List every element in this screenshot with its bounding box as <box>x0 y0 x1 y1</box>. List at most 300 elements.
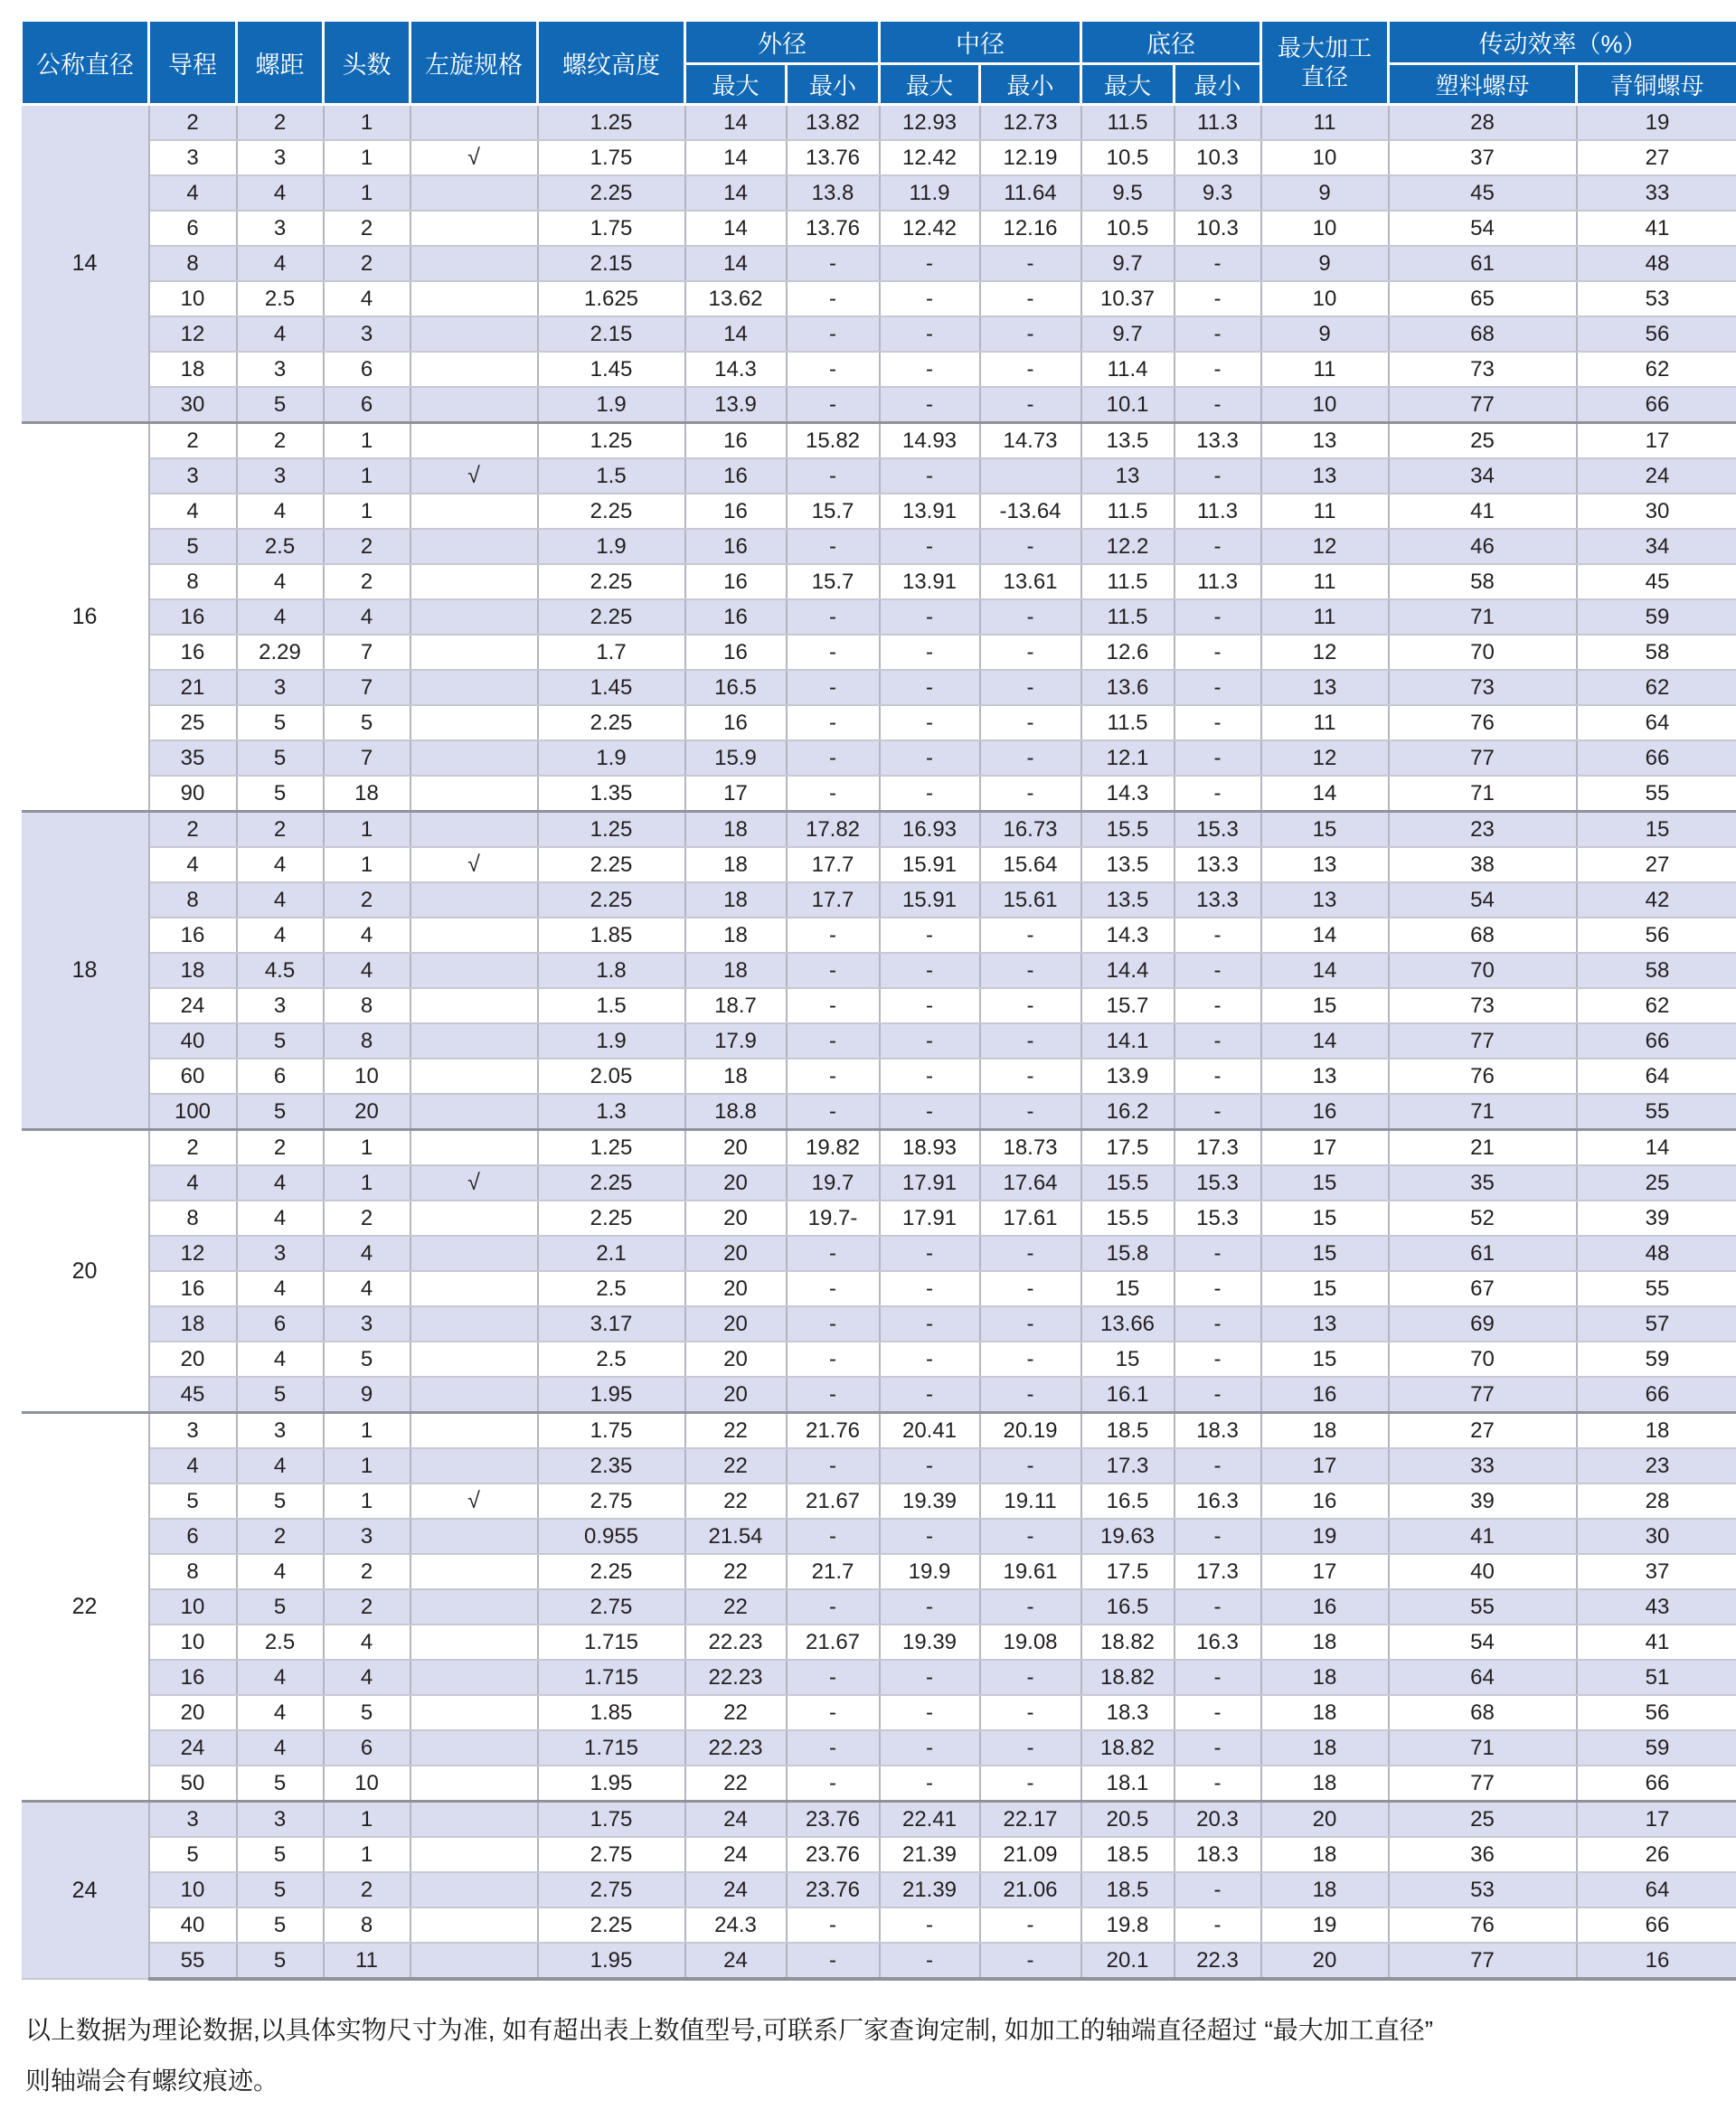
cell-left-hand <box>410 1201 538 1236</box>
cell-starts: 4 <box>324 1236 410 1271</box>
cell-rd-min: - <box>1175 1766 1261 1802</box>
cell-left-hand <box>410 1766 538 1802</box>
cell-max-machining: 15 <box>1261 1236 1389 1271</box>
cell-thread-height: 1.8 <box>538 953 685 988</box>
cell-bronze-nut-eff: 66 <box>1577 1766 1736 1802</box>
cell-max-machining: 13 <box>1261 423 1389 459</box>
cell-left-hand <box>410 1943 538 1979</box>
cell-plastic-nut-eff: 23 <box>1389 812 1577 848</box>
cell-starts: 6 <box>324 352 410 387</box>
table-row <box>22 1236 1736 1271</box>
cell-plastic-nut-eff: 77 <box>1389 1766 1577 1802</box>
cell-left-hand: √ <box>410 1165 538 1201</box>
cell-plastic-nut-eff: 61 <box>1389 1236 1577 1271</box>
cell-plastic-nut-eff: 35 <box>1389 1165 1577 1201</box>
cell-od-max: 14.3 <box>685 352 787 387</box>
cell-lead: 3 <box>149 458 237 494</box>
cell-pd-min: - <box>980 1519 1081 1554</box>
cell-pd-max: 15.91 <box>880 847 980 882</box>
cell-rd-min: 15.3 <box>1175 1201 1261 1236</box>
cell-left-hand <box>410 1306 538 1342</box>
cell-pd-min: 17.64 <box>980 1165 1081 1201</box>
cell-bronze-nut-eff: 17 <box>1577 423 1736 459</box>
cell-starts: 4 <box>324 918 410 953</box>
cell-pd-min: - <box>980 988 1081 1023</box>
cell-left-hand <box>410 1554 538 1589</box>
cell-pitch: 2 <box>237 105 324 141</box>
cell-od-max: 16 <box>685 564 787 599</box>
cell-rd-min: 15.3 <box>1175 812 1261 848</box>
cell-pd-min: - <box>980 352 1081 387</box>
cell-starts: 1 <box>324 847 410 882</box>
table-row <box>22 494 1736 529</box>
cell-left-hand <box>410 1413 538 1449</box>
cell-pd-min: 12.19 <box>980 140 1081 175</box>
cell-od-min: - <box>787 1907 880 1943</box>
cell-bronze-nut-eff: 37 <box>1577 1554 1736 1589</box>
cell-od-max: 17 <box>685 776 787 812</box>
cell-left-hand <box>410 423 538 459</box>
cell-left-hand <box>410 635 538 670</box>
cell-pd-max: 12.42 <box>880 211 980 246</box>
cell-rd-max: 10.37 <box>1081 281 1175 316</box>
cell-max-machining: 11 <box>1261 105 1389 141</box>
cell-lead: 12 <box>149 1236 237 1271</box>
cell-rd-min: 16.3 <box>1175 1625 1261 1660</box>
cell-od-max: 16 <box>685 705 787 740</box>
header-od-max: 最大 <box>685 64 787 105</box>
cell-pd-min: - <box>980 1943 1081 1979</box>
cell-od-min: 15.82 <box>787 423 880 459</box>
table-row <box>22 423 1736 459</box>
cell-od-max: 21.54 <box>685 1519 787 1554</box>
cell-pd-min: - <box>980 953 1081 988</box>
header-root-diameter: 底径 <box>1081 21 1261 64</box>
cell-plastic-nut-eff: 54 <box>1389 211 1577 246</box>
cell-left-hand: √ <box>410 458 538 494</box>
cell-max-machining: 15 <box>1261 988 1389 1023</box>
cell-pitch: 3 <box>237 988 324 1023</box>
cell-rd-min: 10.3 <box>1175 140 1261 175</box>
cell-bronze-nut-eff: 56 <box>1577 1695 1736 1730</box>
cell-thread-height: 2.75 <box>538 1837 685 1872</box>
cell-od-min: 19.82 <box>787 1130 880 1166</box>
cell-pd-max: 13.91 <box>880 494 980 529</box>
cell-od-max: 13.62 <box>685 281 787 316</box>
cell-lead: 5 <box>149 1483 237 1519</box>
cell-od-max: 14 <box>685 140 787 175</box>
cell-rd-min: - <box>1175 1695 1261 1730</box>
cell-rd-min: 22.3 <box>1175 1943 1261 1979</box>
cell-plastic-nut-eff: 46 <box>1389 529 1577 564</box>
cell-rd-min: 17.3 <box>1175 1130 1261 1166</box>
cell-od-max: 24 <box>685 1943 787 1979</box>
cell-pd-max: 17.91 <box>880 1201 980 1236</box>
table-row <box>22 740 1736 776</box>
cell-od-max: 22 <box>685 1766 787 1802</box>
cell-starts: 6 <box>324 1730 410 1766</box>
cell-od-min: - <box>787 599 880 635</box>
cell-starts: 1 <box>324 1448 410 1483</box>
cell-starts: 5 <box>324 1695 410 1730</box>
cell-bronze-nut-eff: 59 <box>1577 1342 1736 1377</box>
cell-pitch: 3 <box>237 1802 324 1838</box>
table-row <box>22 705 1736 740</box>
cell-rd-min: - <box>1175 1342 1261 1377</box>
cell-lead: 16 <box>149 1271 237 1306</box>
cell-max-machining: 18 <box>1261 1660 1389 1695</box>
cell-od-min: - <box>787 918 880 953</box>
cell-lead: 3 <box>149 140 237 175</box>
cell-pd-max: - <box>880 458 980 494</box>
cell-rd-min: - <box>1175 1271 1261 1306</box>
cell-od-min: - <box>787 1519 880 1554</box>
cell-starts: 1 <box>324 1837 410 1872</box>
cell-thread-height: 2.25 <box>538 1554 685 1589</box>
cell-left-hand <box>410 281 538 316</box>
cell-starts: 4 <box>324 1660 410 1695</box>
cell-bronze-nut-eff: 14 <box>1577 1130 1736 1166</box>
cell-max-machining: 11 <box>1261 564 1389 599</box>
cell-rd-max: 18.82 <box>1081 1730 1175 1766</box>
header-efficiency: 传动效率（%） <box>1389 21 1736 64</box>
cell-od-min: - <box>787 776 880 812</box>
table-row <box>22 564 1736 599</box>
cell-rd-max: 16.2 <box>1081 1094 1175 1130</box>
cell-bronze-nut-eff: 55 <box>1577 1271 1736 1306</box>
cell-od-min: 13.82 <box>787 105 880 141</box>
table-row <box>22 1448 1736 1483</box>
cell-thread-height: 2.5 <box>538 1271 685 1306</box>
cell-rd-max: 19.63 <box>1081 1519 1175 1554</box>
cell-max-machining: 15 <box>1261 812 1389 848</box>
cell-lead: 24 <box>149 988 237 1023</box>
cell-bronze-nut-eff: 59 <box>1577 1730 1736 1766</box>
cell-bronze-nut-eff: 23 <box>1577 1448 1736 1483</box>
footer-note <box>25 2018 1707 2119</box>
cell-lead: 5 <box>149 529 237 564</box>
cell-pd-max: - <box>880 1023 980 1059</box>
cell-starts: 5 <box>324 705 410 740</box>
cell-rd-max: 19.8 <box>1081 1907 1175 1943</box>
spec-table-container <box>20 19 1736 1981</box>
cell-thread-height: 1.715 <box>538 1660 685 1695</box>
table-row <box>22 1943 1736 1979</box>
cell-thread-height: 1.75 <box>538 1802 685 1838</box>
header-pd-max: 最大 <box>880 64 980 105</box>
cell-thread-height: 2.25 <box>538 564 685 599</box>
cell-starts: 2 <box>324 564 410 599</box>
cell-pd-max: - <box>880 352 980 387</box>
cell-pd-max: 11.9 <box>880 175 980 211</box>
cell-max-machining: 12 <box>1261 635 1389 670</box>
cell-od-max: 13.9 <box>685 387 787 423</box>
cell-pitch: 2 <box>237 423 324 459</box>
cell-max-machining: 13 <box>1261 1306 1389 1342</box>
cell-rd-max: 10.5 <box>1081 140 1175 175</box>
cell-starts: 2 <box>324 211 410 246</box>
cell-od-max: 22.23 <box>685 1730 787 1766</box>
cell-lead: 40 <box>149 1907 237 1943</box>
table-header <box>22 21 1736 105</box>
cell-max-machining: 14 <box>1261 1023 1389 1059</box>
cell-pd-max: - <box>880 246 980 281</box>
table-row <box>22 1625 1736 1660</box>
cell-max-machining: 14 <box>1261 953 1389 988</box>
table-row <box>22 1802 1736 1838</box>
cell-od-min: - <box>787 1094 880 1130</box>
cell-pd-max: 17.91 <box>880 1165 980 1201</box>
cell-rd-max: 11.5 <box>1081 599 1175 635</box>
cell-rd-min: - <box>1175 1023 1261 1059</box>
header-starts: 头数 <box>324 21 410 105</box>
cell-pd-min: - <box>980 1377 1081 1413</box>
header-outer-diameter: 外径 <box>685 21 880 64</box>
cell-thread-height: 1.9 <box>538 740 685 776</box>
cell-pd-min: - <box>980 1766 1081 1802</box>
table-row <box>22 1695 1736 1730</box>
cell-bronze-nut-eff: 62 <box>1577 670 1736 705</box>
table-row <box>22 1342 1736 1377</box>
cell-od-max: 14 <box>685 105 787 141</box>
table-row <box>22 1483 1736 1519</box>
cell-lead: 25 <box>149 705 237 740</box>
cell-pitch: 5 <box>237 1943 324 1979</box>
table-row <box>22 1413 1736 1449</box>
cell-rd-max: 18.5 <box>1081 1413 1175 1449</box>
cell-rd-max: 13.5 <box>1081 882 1175 918</box>
cell-pitch: 2 <box>237 812 324 848</box>
cell-left-hand <box>410 1448 538 1483</box>
cell-pitch: 2.5 <box>237 1625 324 1660</box>
cell-left-hand <box>410 1342 538 1377</box>
table-row <box>22 1660 1736 1695</box>
cell-pd-min: - <box>980 246 1081 281</box>
cell-rd-max: 13.66 <box>1081 1306 1175 1342</box>
cell-pd-max: - <box>880 1059 980 1094</box>
cell-pd-max: - <box>880 670 980 705</box>
cell-bronze-nut-eff: 33 <box>1577 175 1736 211</box>
cell-plastic-nut-eff: 71 <box>1389 776 1577 812</box>
cell-thread-height: 1.95 <box>538 1943 685 1979</box>
cell-pd-min: 14.73 <box>980 423 1081 459</box>
cell-max-machining: 10 <box>1261 281 1389 316</box>
cell-pitch: 2.5 <box>237 529 324 564</box>
cell-max-machining: 10 <box>1261 140 1389 175</box>
cell-thread-height: 1.85 <box>538 1695 685 1730</box>
cell-pitch: 4 <box>237 1660 324 1695</box>
cell-left-hand <box>410 387 538 423</box>
table-row <box>22 953 1736 988</box>
cell-pd-min: 12.73 <box>980 105 1081 141</box>
cell-starts: 2 <box>324 246 410 281</box>
cell-thread-height: 1.45 <box>538 670 685 705</box>
cell-od-min: - <box>787 1236 880 1271</box>
cell-thread-height: 1.5 <box>538 988 685 1023</box>
cell-od-max: 22.23 <box>685 1625 787 1660</box>
cell-lead: 50 <box>149 1766 237 1802</box>
cell-od-max: 22.23 <box>685 1660 787 1695</box>
cell-lead: 2 <box>149 423 237 459</box>
cell-od-max: 18.8 <box>685 1094 787 1130</box>
cell-thread-height: 3.17 <box>538 1306 685 1342</box>
cell-lead: 10 <box>149 1872 237 1907</box>
cell-bronze-nut-eff: 19 <box>1577 105 1736 141</box>
cell-left-hand <box>410 175 538 211</box>
cell-pd-min: - <box>980 1094 1081 1130</box>
cell-starts: 2 <box>324 529 410 564</box>
cell-bronze-nut-eff: 28 <box>1577 1483 1736 1519</box>
header-left-hand-spec: 左旋规格 <box>410 21 538 105</box>
cell-left-hand: √ <box>410 847 538 882</box>
cell-pd-max: 19.39 <box>880 1483 980 1519</box>
cell-thread-height: 1.25 <box>538 423 685 459</box>
cell-bronze-nut-eff: 53 <box>1577 281 1736 316</box>
cell-pd-max: - <box>880 599 980 635</box>
table-row <box>22 599 1736 635</box>
cell-od-min: 23.76 <box>787 1872 880 1907</box>
table-row <box>22 105 1736 141</box>
cell-starts: 4 <box>324 1625 410 1660</box>
cell-pd-max: 12.42 <box>880 140 980 175</box>
cell-pd-min <box>980 458 1081 494</box>
cell-od-max: 20 <box>685 1236 787 1271</box>
cell-rd-max: 18.82 <box>1081 1660 1175 1695</box>
cell-left-hand <box>410 953 538 988</box>
cell-thread-height: 1.75 <box>538 1413 685 1449</box>
cell-max-machining: 19 <box>1261 1907 1389 1943</box>
cell-pitch: 4 <box>237 494 324 529</box>
cell-thread-height: 1.9 <box>538 529 685 564</box>
cell-bronze-nut-eff: 24 <box>1577 458 1736 494</box>
cell-max-machining: 17 <box>1261 1448 1389 1483</box>
cell-bronze-nut-eff: 16 <box>1577 1943 1736 1979</box>
cell-starts: 11 <box>324 1943 410 1979</box>
cell-rd-max: 14.3 <box>1081 776 1175 812</box>
cell-thread-height: 1.3 <box>538 1094 685 1130</box>
cell-starts: 1 <box>324 175 410 211</box>
cell-thread-height: 1.25 <box>538 105 685 141</box>
cell-bronze-nut-eff: 64 <box>1577 705 1736 740</box>
cell-rd-max: 18.3 <box>1081 1695 1175 1730</box>
table-row <box>22 1094 1736 1130</box>
cell-rd-max: 13.5 <box>1081 423 1175 459</box>
cell-pd-min: 15.61 <box>980 882 1081 918</box>
cell-left-hand <box>410 1130 538 1166</box>
cell-pd-max: - <box>880 918 980 953</box>
cell-starts: 2 <box>324 1589 410 1625</box>
cell-pd-min: - <box>980 1342 1081 1377</box>
cell-rd-max: 10.1 <box>1081 387 1175 423</box>
cell-rd-min: - <box>1175 1730 1261 1766</box>
cell-bronze-nut-eff: 64 <box>1577 1059 1736 1094</box>
cell-pd-min: 17.61 <box>980 1201 1081 1236</box>
cell-lead: 16 <box>149 599 237 635</box>
cell-starts: 8 <box>324 1907 410 1943</box>
cell-left-hand <box>410 1094 538 1130</box>
cell-rd-min: - <box>1175 918 1261 953</box>
cell-starts: 3 <box>324 1306 410 1342</box>
cell-od-min: - <box>787 1306 880 1342</box>
cell-bronze-nut-eff: 18 <box>1577 1413 1736 1449</box>
cell-od-min: - <box>787 740 880 776</box>
cell-rd-min: - <box>1175 1306 1261 1342</box>
cell-rd-min: 17.3 <box>1175 1554 1261 1589</box>
cell-max-machining: 19 <box>1261 1519 1389 1554</box>
cell-od-min: - <box>787 387 880 423</box>
cell-rd-min: - <box>1175 1448 1261 1483</box>
cell-pitch: 6 <box>237 1059 324 1094</box>
cell-pd-min: - <box>980 1306 1081 1342</box>
cell-rd-min: 9.3 <box>1175 175 1261 211</box>
cell-bronze-nut-eff: 51 <box>1577 1660 1736 1695</box>
cell-pd-max: 16.93 <box>880 812 980 848</box>
cell-bronze-nut-eff: 56 <box>1577 316 1736 352</box>
cell-od-min: - <box>787 1943 880 1979</box>
table-row <box>22 211 1736 246</box>
cell-left-hand <box>410 1730 538 1766</box>
cell-pd-min: - <box>980 1236 1081 1271</box>
table-row <box>22 316 1736 352</box>
cell-starts: 1 <box>324 1165 410 1201</box>
cell-left-hand <box>410 564 538 599</box>
cell-starts: 4 <box>324 1271 410 1306</box>
cell-pitch: 4 <box>237 175 324 211</box>
cell-lead: 16 <box>149 1660 237 1695</box>
cell-starts: 10 <box>324 1059 410 1094</box>
table-row <box>22 387 1736 423</box>
cell-rd-min: - <box>1175 776 1261 812</box>
cell-pitch: 4 <box>237 1271 324 1306</box>
cell-max-machining: 18 <box>1261 1872 1389 1907</box>
cell-pitch: 4 <box>237 1448 324 1483</box>
cell-od-min: 21.7 <box>787 1554 880 1589</box>
cell-pd-max: - <box>880 1094 980 1130</box>
cell-rd-min: 13.3 <box>1175 847 1261 882</box>
cell-rd-min: - <box>1175 1907 1261 1943</box>
cell-starts: 1 <box>324 105 410 141</box>
cell-pd-min: 19.08 <box>980 1625 1081 1660</box>
cell-rd-max: 18.5 <box>1081 1872 1175 1907</box>
cell-left-hand <box>410 1802 538 1838</box>
cell-max-machining: 11 <box>1261 352 1389 387</box>
table-row <box>22 1554 1736 1589</box>
cell-max-machining: 18 <box>1261 1695 1389 1730</box>
cell-bronze-nut-eff: 41 <box>1577 211 1736 246</box>
cell-od-max: 22 <box>685 1589 787 1625</box>
table-row <box>22 246 1736 281</box>
cell-max-machining: 13 <box>1261 458 1389 494</box>
cell-plastic-nut-eff: 70 <box>1389 1342 1577 1377</box>
cell-lead: 60 <box>149 1059 237 1094</box>
cell-plastic-nut-eff: 70 <box>1389 635 1577 670</box>
cell-rd-max: 18.82 <box>1081 1625 1175 1660</box>
cell-plastic-nut-eff: 28 <box>1389 105 1577 141</box>
cell-pitch: 5 <box>237 705 324 740</box>
cell-thread-height: 2.75 <box>538 1483 685 1519</box>
cell-od-min: 23.76 <box>787 1802 880 1838</box>
cell-pd-min: - <box>980 599 1081 635</box>
cell-pitch: 3 <box>237 211 324 246</box>
cell-rd-min: - <box>1175 635 1261 670</box>
cell-pitch: 3 <box>237 670 324 705</box>
table-row <box>22 1766 1736 1802</box>
cell-left-hand <box>410 1625 538 1660</box>
cell-rd-max: 10.5 <box>1081 211 1175 246</box>
header-pitch-diameter: 中径 <box>880 21 1081 64</box>
cell-plastic-nut-eff: 58 <box>1389 564 1577 599</box>
cell-thread-height: 2.25 <box>538 494 685 529</box>
